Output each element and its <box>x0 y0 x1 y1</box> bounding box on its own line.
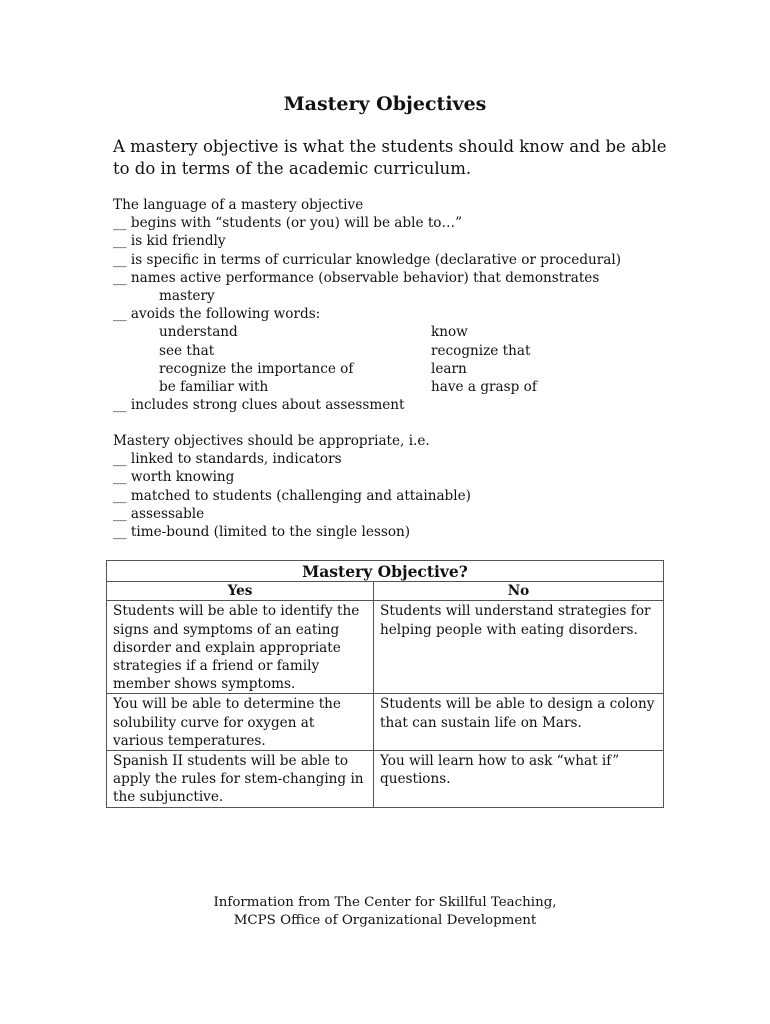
table-caption: Mastery Objective? <box>107 561 664 582</box>
language-item: __ names active performance (observable behavior) that demonstrates <box>113 269 600 286</box>
avoid-words-list <box>113 323 673 396</box>
language-heading: The language of a mastery objective <box>113 197 364 213</box>
language-item: __ includes strong clues about assessment <box>113 397 405 414</box>
no-example: Students will be able to design a colony that can sustain life on Mars. <box>374 694 664 751</box>
mastery-objective-table <box>106 560 664 808</box>
appropriate-section <box>113 432 673 541</box>
avoid-word: recognize the importance of <box>159 360 354 377</box>
appropriate-item: __ time-bound (limited to the single lesson) <box>113 523 411 540</box>
language-item: __ is specific in terms of curricular knowledge (declarative or procedural) <box>113 251 622 268</box>
table-row <box>107 751 664 808</box>
table-row <box>107 694 664 751</box>
avoid-word: know <box>431 324 468 341</box>
no-column-header: No <box>374 582 664 601</box>
footer-line: MCPS Office of Organizational Development <box>233 913 537 928</box>
avoid-word: learn <box>431 360 467 377</box>
language-item: __ is kid friendly <box>113 233 226 250</box>
appropriate-item: __ worth knowing <box>113 469 235 486</box>
avoid-word: see that <box>159 342 215 359</box>
appropriate-item: __ linked to standards, indicators <box>113 451 342 468</box>
avoid-word: recognize that <box>431 342 531 359</box>
page-title: Mastery Objectives <box>283 93 487 115</box>
avoid-word: have a grasp of <box>431 378 537 395</box>
avoid-word: be familiar with <box>159 378 269 395</box>
avoid-label: __ avoids the following words: <box>113 306 321 323</box>
yes-example: Students will be able to identify the signs and symptoms of an eating disorder and explain appropriate strategies if a friend or family member shows symptoms. <box>107 601 374 694</box>
language-item: __ begins with “students (or you) will be able to…” <box>113 215 463 232</box>
yes-column-header: Yes <box>107 582 374 601</box>
language-item-continuation: mastery <box>159 287 215 304</box>
footer-line: Information from The Center for Skillful Teaching, <box>213 895 557 910</box>
no-example: Students will understand strategies for helping people with eating disorders. <box>374 601 664 694</box>
no-example: You will learn how to ask “what if” questions. <box>374 751 664 808</box>
appropriate-item: __ assessable <box>113 505 205 522</box>
intro-paragraph: A mastery objective is what the students should know and be able to do in terms of the academic curriculum. <box>113 137 667 178</box>
appropriate-item: __ matched to students (challenging and attainable) <box>113 487 471 504</box>
appropriate-heading: Mastery objectives should be appropriate, i.e. <box>113 433 430 449</box>
footer <box>0 894 770 930</box>
yes-example: You will be able to determine the solubility curve for oxygen at various temperatures. <box>107 694 374 751</box>
table-row <box>107 601 664 694</box>
yes-example: Spanish II students will be able to apply the rules for stem-changing in the subjunctive. <box>107 751 374 808</box>
avoid-word: understand <box>159 324 238 341</box>
language-section <box>113 196 673 414</box>
